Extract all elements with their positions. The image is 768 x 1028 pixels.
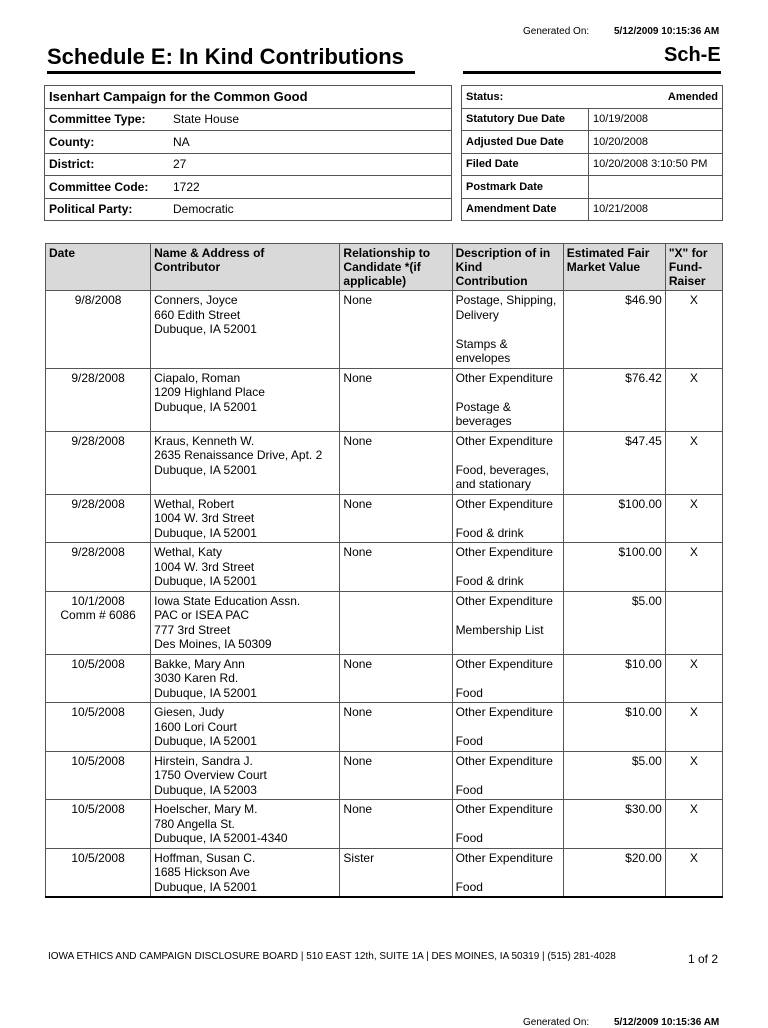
page-number: 1 of 2 <box>688 952 719 966</box>
contributor-line: 780 Angella St. <box>154 816 235 831</box>
contributor-line: Dubuque, IA 52001 <box>154 525 257 540</box>
cell-market-value: $30.00 <box>563 800 665 849</box>
status-date-label: Amendment Date <box>462 198 589 221</box>
header-rel-line: Relationship to <box>343 246 431 260</box>
description-line: Other Expenditure <box>455 433 553 448</box>
cell-date <box>46 494 151 543</box>
date-line: 9/28/2008 <box>71 545 125 559</box>
cell-market-value: $10.00 <box>563 703 665 752</box>
status-date-value: 10/21/2008 <box>589 198 723 221</box>
cell-fundraiser: X <box>665 703 722 752</box>
contributor-line: Ciapalo, Roman <box>154 370 241 385</box>
description-line: Other Expenditure <box>455 593 553 608</box>
cell-fundraiser <box>665 591 722 654</box>
contributor-line: Bakke, Mary Ann <box>154 656 245 671</box>
contributor-line: Iowa State Education Assn. <box>154 593 301 608</box>
description-spacer <box>456 817 560 832</box>
cell-market-value: $5.00 <box>563 591 665 654</box>
contributor-line: Dubuque, IA 52003 <box>154 782 257 797</box>
header-desc-line: Description of in <box>455 246 551 260</box>
table-row <box>46 703 723 752</box>
contributor-line: 1750 Overview Court <box>154 768 267 782</box>
field-value: 27 <box>168 153 452 176</box>
status-label: Status: <box>466 90 504 103</box>
contributor-line: Conners, Joyce <box>154 293 238 307</box>
description-spacer <box>456 720 560 735</box>
table-row <box>46 654 723 703</box>
description-detail-line: Postage & <box>455 399 511 414</box>
contributor-line: 1004 W. 3rd Street <box>154 559 255 574</box>
cell-market-value: $100.00 <box>563 543 665 592</box>
contributor-line: Wethal, Katy <box>154 545 222 559</box>
cell-contributor <box>151 703 340 752</box>
cell-description <box>452 368 563 431</box>
header-rel-line: applicable) <box>343 274 407 288</box>
date-line: 9/28/2008 <box>71 496 125 511</box>
description-line: Other Expenditure <box>455 705 553 719</box>
cell-fundraiser: X <box>665 751 722 800</box>
cell-date <box>46 591 151 654</box>
date-line: 10/5/2008 <box>71 656 125 671</box>
cell-relationship: None <box>340 494 452 543</box>
table-row <box>46 291 723 369</box>
table-header-row <box>46 244 723 291</box>
header-amt-line: Estimated Fair <box>566 246 650 260</box>
contributor-line: Hoelscher, Mary M. <box>154 802 258 816</box>
cell-date <box>46 368 151 431</box>
description-detail-line: Food <box>455 879 483 894</box>
description-detail-line: and stationary <box>455 477 531 491</box>
table-row <box>46 751 723 800</box>
status-date-value: 10/20/2008 3:10:50 PM <box>589 153 723 176</box>
cell-date <box>46 543 151 592</box>
description-spacer <box>456 671 560 686</box>
cell-contributor <box>151 751 340 800</box>
code-rule <box>463 71 721 74</box>
header-date: Date <box>46 244 151 291</box>
description-spacer <box>456 322 560 337</box>
cell-description <box>452 848 563 897</box>
contributor-line: 1600 Lori Court <box>154 719 237 734</box>
cell-relationship <box>340 591 452 654</box>
date-line: 10/5/2008 <box>71 850 125 865</box>
date-line: 9/8/2008 <box>74 293 122 307</box>
header-fundraiser <box>665 244 722 291</box>
field-label: Political Party: <box>45 198 169 221</box>
contributor-line: Dubuque, IA 52001 <box>154 574 257 588</box>
contributor-line: Dubuque, IA 52001 <box>154 462 257 477</box>
cell-description <box>452 431 563 494</box>
status-date-row <box>462 176 723 199</box>
contributor-line: Dubuque, IA 52001 <box>154 685 257 700</box>
contributor-line: Kraus, Kenneth W. <box>154 433 255 448</box>
committee-field-row <box>45 108 452 131</box>
description-detail-line: Food <box>455 734 483 748</box>
cell-fundraiser: X <box>665 543 722 592</box>
field-value: Democratic <box>168 198 452 221</box>
contributor-line: Dubuque, IA 52001 <box>154 399 257 414</box>
contributor-line: Hirstein, Sandra J. <box>154 753 253 768</box>
table-row <box>46 431 723 494</box>
cell-contributor <box>151 494 340 543</box>
status-date-row <box>462 131 723 154</box>
page-title: Schedule E: In Kind Contributions <box>47 44 404 69</box>
cell-relationship: None <box>340 431 452 494</box>
committee-field-row <box>45 176 452 199</box>
cell-fundraiser: X <box>665 494 722 543</box>
description-detail-line: Stamps & <box>455 336 508 351</box>
cell-relationship: None <box>340 543 452 592</box>
cell-fundraiser: X <box>665 848 722 897</box>
table-row <box>46 543 723 592</box>
description-spacer <box>456 768 560 783</box>
description-line: Other Expenditure <box>455 850 553 865</box>
cell-market-value: $76.42 <box>563 368 665 431</box>
cell-relationship: None <box>340 368 452 431</box>
footer-address: IOWA ETHICS AND CAMPAIGN DISCLOSURE BOARD | 510 EAST 12th, SUITE 1A | DES MOINES, IA 50319 | (515) 281-4028 <box>48 951 616 962</box>
contributor-line: Dubuque, IA 52001 <box>154 879 257 894</box>
cell-market-value: $100.00 <box>563 494 665 543</box>
cell-market-value: $46.90 <box>563 291 665 369</box>
date-line: 9/28/2008 <box>71 433 125 448</box>
contributor-line: 3030 Karen Rd. <box>154 671 239 685</box>
date-line: 9/28/2008 <box>71 370 125 385</box>
cell-fundraiser: X <box>665 431 722 494</box>
status-value: Amended <box>667 90 718 103</box>
description-detail-line: Food <box>455 782 483 797</box>
contributor-line: Wethal, Robert <box>154 496 234 511</box>
cell-relationship: None <box>340 800 452 849</box>
description-line: Other Expenditure <box>455 656 553 671</box>
cell-fundraiser: X <box>665 368 722 431</box>
cell-description <box>452 494 563 543</box>
header-rel-line: Candidate *(if <box>343 260 421 274</box>
status-date-row <box>462 198 723 221</box>
committee-name: Isenhart Campaign for the Common Good <box>45 86 452 109</box>
contributor-line: Dubuque, IA 52001-4340 <box>154 831 288 845</box>
field-label: District: <box>45 153 169 176</box>
contributor-line: PAC or ISEA PAC <box>154 608 250 622</box>
description-detail-line: Food <box>455 685 483 700</box>
description-detail-line: envelopes <box>455 351 511 365</box>
header-amt-line: Market Value <box>566 260 641 274</box>
status-date-row <box>462 108 723 131</box>
cell-contributor <box>151 848 340 897</box>
status-date-value: 10/19/2008 <box>589 108 723 131</box>
cell-relationship: Sister <box>340 848 452 897</box>
contributor-line: Hoffman, Susan C. <box>154 850 256 865</box>
cell-date <box>46 654 151 703</box>
status-date-label: Filed Date <box>462 153 589 176</box>
cell-market-value: $10.00 <box>563 654 665 703</box>
description-line: Delivery <box>455 307 499 322</box>
generated-value: 5/12/2009 10:15:36 AM <box>614 26 720 37</box>
contributor-line: 2635 Renaissance Drive, Apt. 2 <box>154 448 323 462</box>
generated-label-bottom: Generated On: <box>523 1017 590 1028</box>
status-date-value <box>589 176 723 199</box>
contributor-line: Giesen, Judy <box>154 705 225 719</box>
cell-contributor <box>151 368 340 431</box>
header-fund-line: Raiser <box>668 274 706 288</box>
description-detail-line: Food & drink <box>455 525 524 540</box>
status-date-label: Adjusted Due Date <box>462 131 589 154</box>
cell-description <box>452 543 563 592</box>
cell-fundraiser: X <box>665 291 722 369</box>
table-row <box>46 368 723 431</box>
table-row <box>46 494 723 543</box>
table-row <box>46 591 723 654</box>
description-line: Postage, Shipping, <box>455 293 557 307</box>
cell-description <box>452 703 563 752</box>
cell-date <box>46 291 151 369</box>
cell-description <box>452 591 563 654</box>
contributions-table <box>45 243 723 898</box>
field-label: County: <box>45 131 169 154</box>
contributor-line: 1685 Hickson Ave <box>154 865 250 879</box>
table-row <box>46 848 723 897</box>
committee-info-table <box>44 85 452 221</box>
description-spacer <box>456 511 560 526</box>
generated-value-bottom: 5/12/2009 10:15:36 AM <box>614 1017 720 1028</box>
cell-contributor <box>151 291 340 369</box>
status-date-row <box>462 153 723 176</box>
contributor-line: 1004 W. 3rd Street <box>154 511 255 525</box>
contributor-line: 660 Edith Street <box>154 307 241 322</box>
description-detail-line: Food <box>455 831 483 845</box>
cell-contributor <box>151 800 340 849</box>
cell-contributor <box>151 543 340 592</box>
committee-field-row <box>45 198 452 221</box>
cell-market-value: $20.00 <box>563 848 665 897</box>
description-spacer <box>456 385 560 400</box>
table-row <box>46 800 723 849</box>
cell-fundraiser: X <box>665 654 722 703</box>
contributor-line: 1209 Highland Place <box>154 385 265 399</box>
contributor-line: Dubuque, IA 52001 <box>154 322 257 336</box>
title-rule <box>47 71 415 74</box>
date-line: 10/5/2008 <box>71 753 125 768</box>
header-value <box>563 244 665 291</box>
field-value: NA <box>168 131 452 154</box>
cell-date <box>46 431 151 494</box>
field-label: Committee Code: <box>45 176 169 199</box>
cell-market-value: $47.45 <box>563 431 665 494</box>
date-line: 10/5/2008 <box>71 802 125 816</box>
description-spacer <box>456 865 560 880</box>
description-detail-line: Food & drink <box>455 574 524 588</box>
header-description <box>452 244 563 291</box>
cell-date <box>46 751 151 800</box>
description-detail-line: Membership List <box>455 622 544 637</box>
cell-contributor <box>151 431 340 494</box>
cell-contributor <box>151 591 340 654</box>
description-detail-line: Food, beverages, <box>455 462 549 477</box>
cell-fundraiser: X <box>665 800 722 849</box>
status-table <box>461 85 723 221</box>
status-row <box>462 86 723 109</box>
description-line: Other Expenditure <box>455 370 553 385</box>
cell-relationship: None <box>340 654 452 703</box>
cell-description <box>452 800 563 849</box>
cell-description <box>452 291 563 369</box>
generated-label: Generated On: <box>523 26 590 37</box>
field-value: 1722 <box>168 176 452 199</box>
status-date-value: 10/20/2008 <box>589 131 723 154</box>
header-name-line: Name & Address of <box>154 246 265 260</box>
description-spacer <box>456 560 560 575</box>
status-date-label: Statutory Due Date <box>462 108 589 131</box>
date-line: Comm # 6086 <box>60 608 136 622</box>
cell-relationship: None <box>340 703 452 752</box>
header-fund-line: "X" for <box>668 246 708 260</box>
description-line: Other Expenditure <box>455 753 553 768</box>
status-date-label: Postmark Date <box>462 176 589 199</box>
header-relationship <box>340 244 452 291</box>
cell-date <box>46 800 151 849</box>
cell-relationship: None <box>340 751 452 800</box>
description-spacer <box>456 608 560 623</box>
description-line: Other Expenditure <box>455 496 553 511</box>
field-value: State House <box>168 108 452 131</box>
cell-relationship: None <box>340 291 452 369</box>
header-desc-line: Kind <box>455 260 483 274</box>
header-fund-line: Fund- <box>668 260 703 274</box>
cell-description <box>452 751 563 800</box>
contributor-line: Dubuque, IA 52001 <box>154 734 257 748</box>
committee-field-row <box>45 131 452 154</box>
contributor-line: Des Moines, IA 50309 <box>154 637 272 651</box>
contributor-line: 777 3rd Street <box>154 622 231 637</box>
committee-field-row <box>45 153 452 176</box>
cell-description <box>452 654 563 703</box>
date-line: 10/5/2008 <box>71 705 125 719</box>
description-line: Other Expenditure <box>455 545 553 559</box>
description-detail-line: beverages <box>455 414 512 428</box>
cell-market-value: $5.00 <box>563 751 665 800</box>
date-line: 10/1/2008 <box>71 593 125 608</box>
description-spacer <box>456 448 560 463</box>
header-desc-line: Contribution <box>455 274 528 288</box>
field-label: Committee Type: <box>45 108 169 131</box>
cell-contributor <box>151 654 340 703</box>
header-name-line: Contributor <box>154 260 221 274</box>
header-name <box>151 244 340 291</box>
cell-date <box>46 848 151 897</box>
cell-date <box>46 703 151 752</box>
schedule-code: Sch-E <box>664 44 721 66</box>
description-line: Other Expenditure <box>455 802 553 816</box>
